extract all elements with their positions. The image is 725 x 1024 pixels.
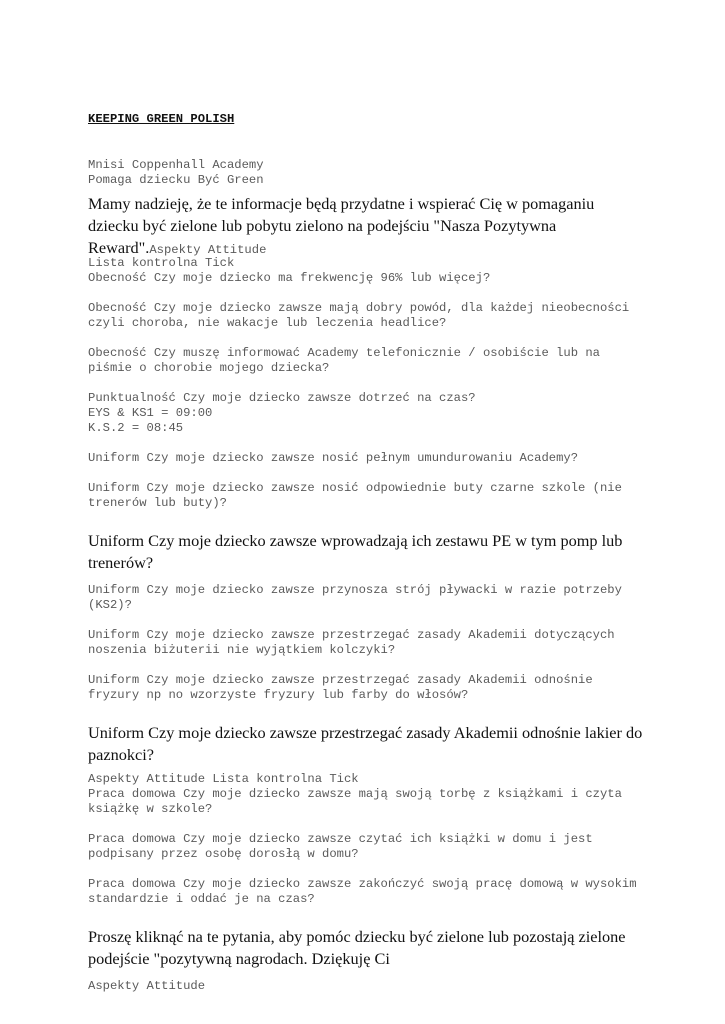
attendance-question-3: Obecność Czy muszę informować Academy telefonicznie / osobiście lub na piśmie o chorobie mojego dziecka? [88, 346, 608, 375]
section-2-heading: Aspekty Attitude Lista kontrolna Tick [88, 772, 359, 786]
footer-heading: Aspekty Attitude [88, 979, 206, 993]
uniform-question-5: Uniform Czy moje dziecko zawsze przestrzegać zasady Akademii dotyczących noszenia biżuterii nie wyjątkiem kolczyki? [88, 628, 622, 657]
checklist-heading: Lista kontrolna Tick [88, 256, 235, 270]
school-name: Mnisi Coppenhall Academy [88, 158, 264, 172]
document-subtitle: Pomaga dziecku Być Green [88, 173, 264, 187]
intro-tail: Aspekty Attitude [149, 243, 267, 257]
uniform-question-1: Uniform Czy moje dziecko zawsze nosić pełnym umundurowaniu Academy? [88, 451, 579, 465]
uniform-question-7: Uniform Czy moje dziecko zawsze przestrzegać zasady Akademii odnośnie lakier do paznokci? [88, 723, 643, 764]
document-page [88, 112, 648, 994]
punctuality-question: Punktualność Czy moje dziecko zawsze dotrzeć na czas? [88, 391, 476, 405]
document-title: KEEPING GREEN POLISH [88, 112, 235, 126]
attendance-question-2: Obecność Czy moje dziecko zawsze mają dobry powód, dla każdej nieobecności czyli choroba, nie wakacje lub leczenia headlice? [88, 301, 637, 330]
punctuality-time-ks2: K.S.2 = 08:45 [88, 421, 184, 435]
uniform-question-6: Uniform Czy moje dziecko zawsze przestrzegać zasady Akademii odnośnie fryzury np no wzorzyste fryzury lub farby do włosów? [88, 673, 600, 702]
attendance-question-1: Obecność Czy moje dziecko ma frekwencję 96% lub więcej? [88, 271, 491, 285]
punctuality-time-eys-ks1: EYS & KS1 = 09:00 [88, 406, 213, 420]
uniform-question-2: Uniform Czy moje dziecko zawsze nosić odpowiednie buty czarne szkole (nie trenerów lub buty)? [88, 481, 630, 510]
closing-paragraph: Proszę kliknąć na te pytania, aby pomóc dziecku być zielone lub pozostają zielone podejście "pozytywną nagrodach. Dziękuję Ci [88, 927, 626, 968]
homework-question-2: Praca domowa Czy moje dziecko zawsze czytać ich książki w domu i jest podpisany przez osobę dorosłą w domu? [88, 832, 600, 861]
homework-question-3: Praca domowa Czy moje dziecko zawsze zakończyć swoją pracę domową w wysokim standardzie i oddać je na czas? [88, 877, 644, 906]
uniform-question-3: Uniform Czy moje dziecko zawsze wprowadzają ich zestawu PE w tym pomp lub trenerów? [88, 531, 623, 572]
homework-question-1: Praca domowa Czy moje dziecko zawsze mają swoją torbę z książkami i czyta książkę w szkole? [88, 787, 630, 816]
intro-text: Mamy nadzieję, że te informacje będą przydatne i wspierać Cię w pomaganiu dziecku być zielone lub pobytu zielono na podejściu "Nasza Pozytywna Reward". [88, 194, 595, 257]
intro-paragraph [88, 193, 648, 261]
uniform-question-4: Uniform Czy moje dziecko zawsze przynosza strój pływacki w razie potrzeby (KS2)? [88, 583, 630, 612]
